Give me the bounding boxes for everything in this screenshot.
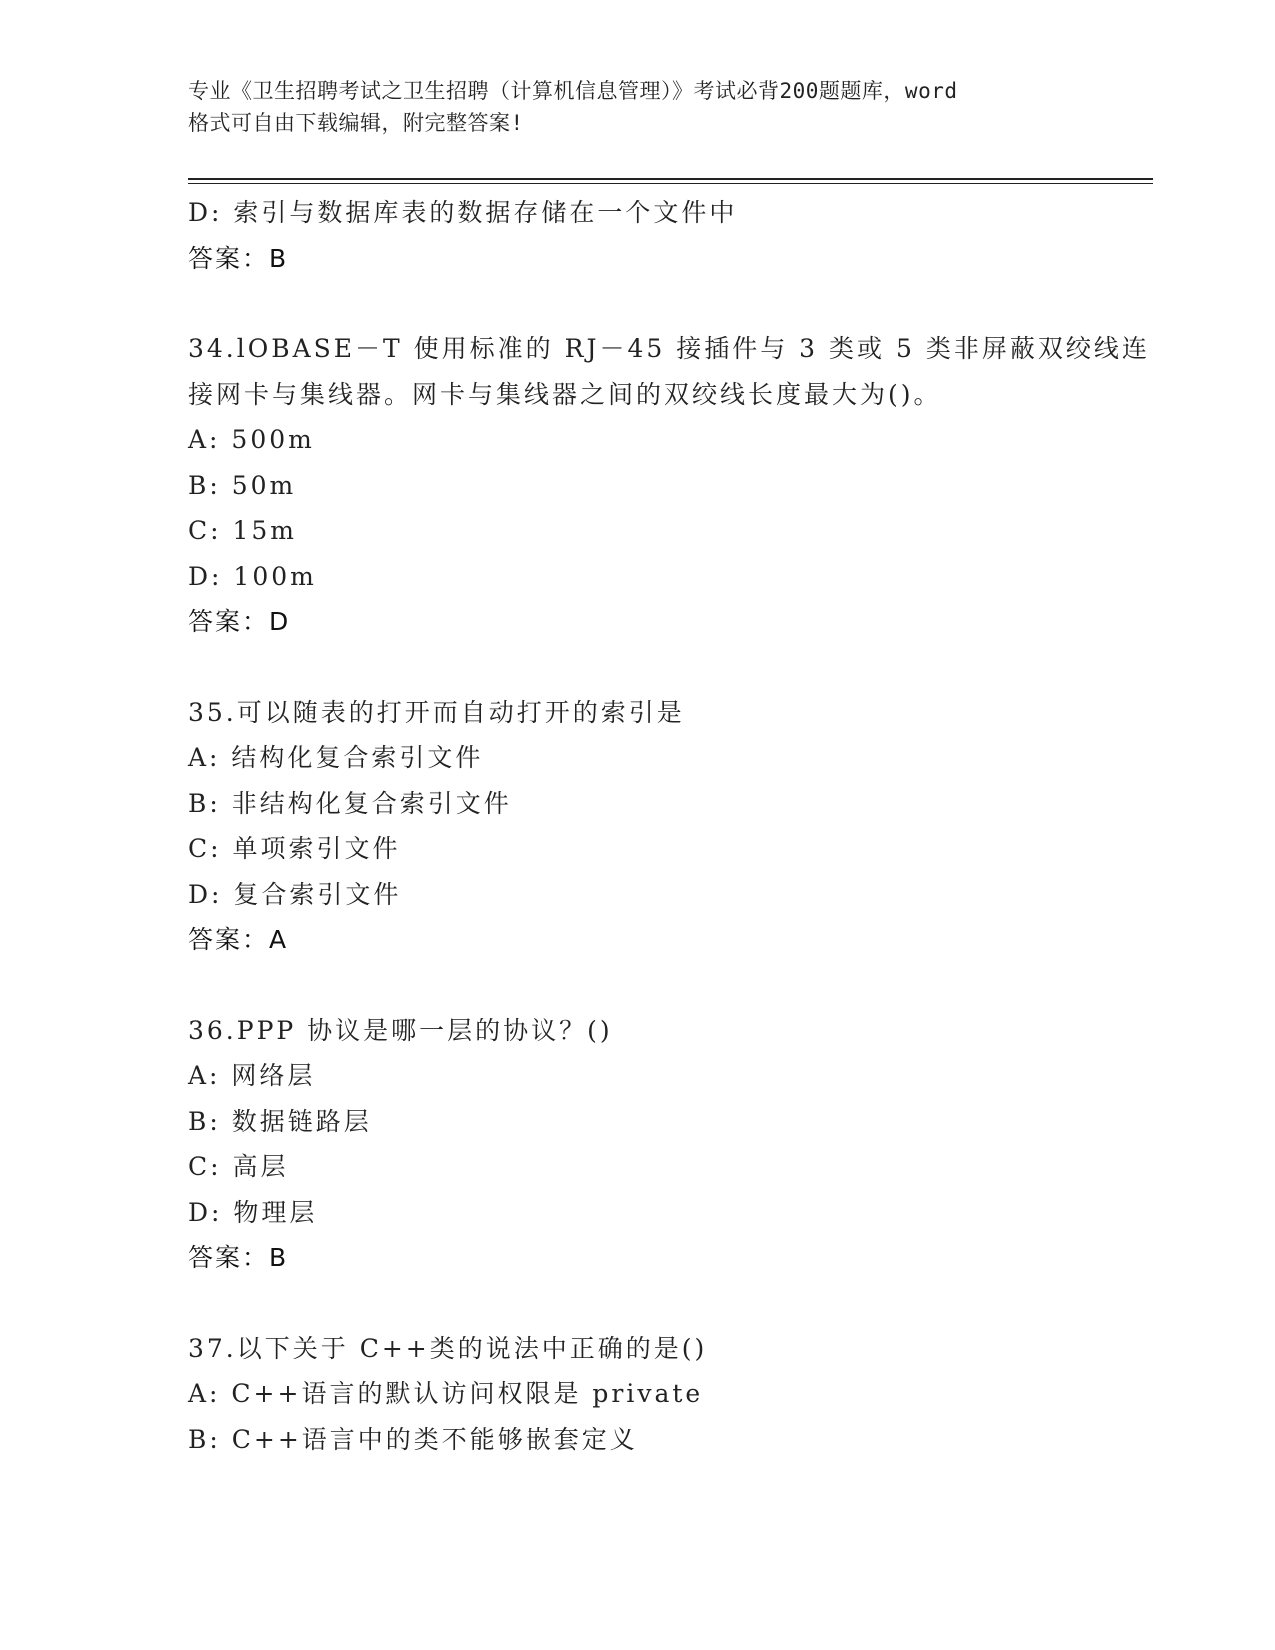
option-a: A: 网络层 xyxy=(188,1061,316,1090)
option-c: C: 高层 xyxy=(188,1152,289,1181)
option-b: B: 数据链路层 xyxy=(188,1106,372,1136)
question-list xyxy=(188,190,1150,1462)
question-title-continued: 接网卡与集线器。网卡与集线器之间的双绞线长度最大为()。 xyxy=(188,379,942,409)
option-a: A: 500m xyxy=(188,425,315,454)
answer: 答案：B xyxy=(188,1243,289,1272)
prev-question-option-d: D: 索引与数据库表的数据存储在一个文件中 xyxy=(188,198,738,227)
question-title: 35.可以随表的打开而自动打开的索引是 xyxy=(188,697,685,727)
question-34 xyxy=(188,326,1150,645)
option-b: B: 非结构化复合索引文件 xyxy=(188,788,512,818)
option-b: B: 50m xyxy=(188,470,297,500)
question-35 xyxy=(188,690,1118,963)
header-divider-thin xyxy=(188,183,1153,184)
option-b: B: C++语言中的类不能够嵌套定义 xyxy=(188,1424,638,1454)
option-a: A: 结构化复合索引文件 xyxy=(188,743,484,772)
option-c: C: 单项索引文件 xyxy=(188,834,401,863)
option-d: D: 100m xyxy=(188,561,317,591)
option-d: D: 复合索引文件 xyxy=(188,879,402,909)
option-a: A: C++语言的默认访问权限是 private xyxy=(188,1379,704,1408)
document-page xyxy=(188,0,1148,1650)
header-divider xyxy=(188,178,1153,180)
answer: 答案：D xyxy=(188,607,291,636)
question-36 xyxy=(188,1008,1118,1281)
question-title: 36.PPP 协议是哪一层的协议？() xyxy=(188,1015,613,1045)
prev-question-answer: 答案：B xyxy=(188,243,289,273)
question-title: 37.以下关于 C++类的说法中正确的是() xyxy=(188,1333,708,1363)
document-header: 专业《卫生招聘考试之卫生招聘（计算机信息管理）》考试必背200题题库，word 格式可自由下载编辑，附完整答案! xyxy=(188,79,958,135)
option-c: C: 15m xyxy=(188,516,298,545)
option-d: D: 物理层 xyxy=(188,1197,318,1227)
question-title: 34.lOBASE－T 使用标准的 RJ－45 接插件与 3 类或 5 类非屏蔽双绞线连 xyxy=(188,334,1150,363)
answer: 答案：A xyxy=(188,925,289,954)
question-37 xyxy=(188,1326,1118,1463)
